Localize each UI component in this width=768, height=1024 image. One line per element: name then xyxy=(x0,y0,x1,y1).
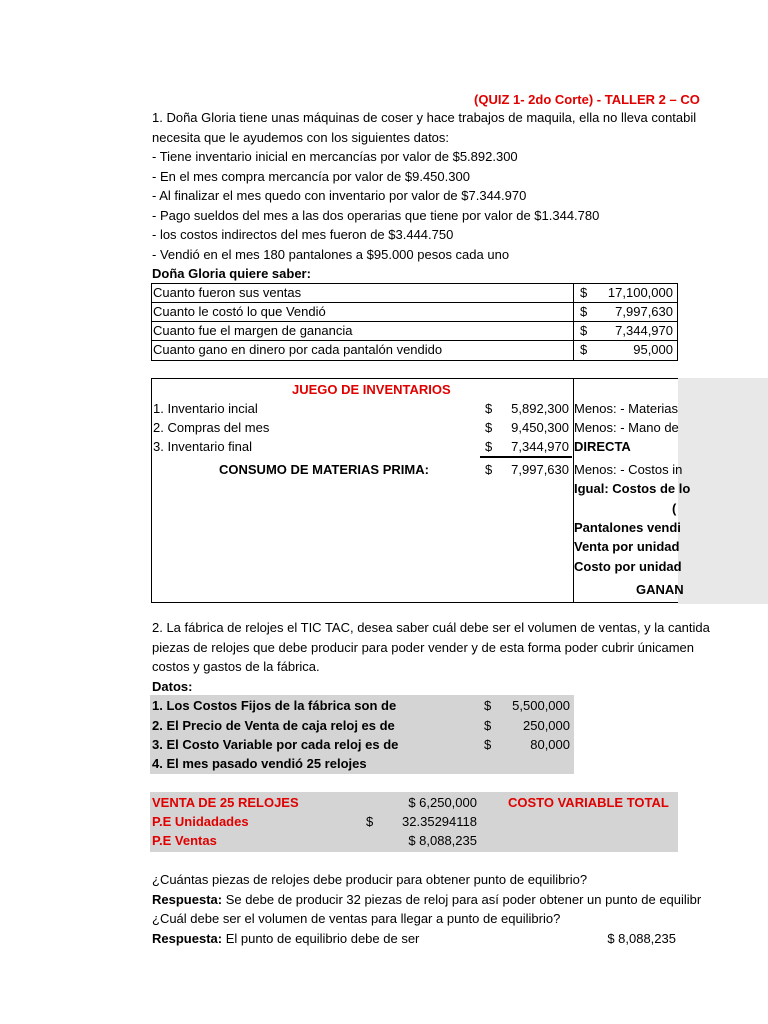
table-row-label: Cuanto fueron sus ventas xyxy=(153,285,302,300)
inventory-right-column xyxy=(574,380,691,602)
right-line: Igual: Costos de lo xyxy=(574,481,691,496)
currency-sign: $ xyxy=(484,698,492,713)
answer-prefix: Respuesta: xyxy=(152,891,223,907)
page-header: (QUIZ 1- 2do Corte) - TALLER 2 – CO xyxy=(474,92,700,107)
right-line: Venta por unidad xyxy=(574,539,680,554)
qa-question: ¿Cuántas piezas de relojes debe producir para obtener punto de equilibrio? xyxy=(152,872,588,887)
right-line: GANAN xyxy=(636,582,684,597)
currency-sign: $ xyxy=(484,718,492,733)
q1-line: 1. Doña Gloria tiene unas máquinas de coser y hace trabajos de maquila, ella no lleva contabil xyxy=(152,110,697,125)
sum-underline xyxy=(480,456,572,458)
qa-question: ¿Cuál debe ser el volumen de ventas para llegar a punto de equilibrio? xyxy=(152,911,561,926)
right-line: Pantalones vendi xyxy=(574,520,681,535)
currency-sign: $ xyxy=(485,420,493,435)
right-line: Costo por unidad xyxy=(574,559,682,574)
q1-line: - En el mes compra mercancía por valor de $9.450.300 xyxy=(152,168,470,184)
currency-sign: $ xyxy=(484,737,492,752)
inventory-total-label: CONSUMO DE MATERIAS PRIMA: xyxy=(219,462,429,477)
venta-label: VENTA DE 25 RELOJES xyxy=(152,795,299,810)
currency-sign: $ xyxy=(580,342,588,357)
q1-line: necesita que le ayudemos con los siguientes datos: xyxy=(152,129,450,145)
currency-sign: $ xyxy=(485,401,493,416)
q1-line: - Pago sueldos del mes a las dos operarias que tiene por valor de $1.344.780 xyxy=(152,207,600,223)
pe-units-label: P.E Unidadades xyxy=(152,814,249,829)
answer-text: Se debe de producir 32 piezas de reloj para así poder obtener un punto de equilibr xyxy=(222,891,702,907)
cvt-label: COSTO VARIABLE TOTAL xyxy=(508,795,669,810)
inventory-title: JUEGO DE INVENTARIOS xyxy=(292,382,451,397)
inventory-row-label: 2. Compras del mes xyxy=(153,420,270,435)
answer-prefix: Respuesta: xyxy=(152,930,223,946)
pe-units-value: 32.35294118 xyxy=(402,814,477,829)
venta-value: $ 6,250,000 xyxy=(408,795,477,810)
q1-subtitle: Doña Gloria quiere saber: xyxy=(152,266,311,281)
table-row-label: Cuanto fue el margen de ganancia xyxy=(153,323,353,338)
table-row-label: Cuanto gano en dinero por cada pantalón vendido xyxy=(153,342,443,357)
q1-line: - Vendió en el mes 180 pantalones a $95.000 pesos cada uno xyxy=(152,246,510,262)
pe-sales-value: $ 8,088,235 xyxy=(408,833,477,848)
q1-line: - los costos indirectos del mes fueron de $3.444.750 xyxy=(152,227,454,242)
table-row-value: 95,000 xyxy=(633,342,673,357)
qa-answer xyxy=(152,890,701,909)
header-clip xyxy=(0,90,700,110)
answer-text: El punto de equilibrio debe de ser xyxy=(222,930,420,946)
currency-sign: $ xyxy=(580,323,588,338)
right-line: Menos: - Mano de xyxy=(574,420,679,435)
table-divider xyxy=(573,283,574,361)
right-line: Menos: - Materias xyxy=(574,401,679,416)
table-row-value: 7,344,970 xyxy=(615,323,673,338)
right-line: ( xyxy=(672,501,677,516)
currency-sign: $ xyxy=(580,304,588,319)
datos-label: Datos: xyxy=(152,679,193,694)
datos-row-label: 3. El Costo Variable por cada reloj es de xyxy=(152,737,399,752)
right-line: DIRECTA xyxy=(574,439,631,454)
datos-row-value: 5,500,000 xyxy=(512,698,570,713)
inventory-row-label: 3. Inventario final xyxy=(153,439,253,454)
pe-sales-label: P.E Ventas xyxy=(152,833,217,848)
table-row-label: Cuanto le costó lo que Vendió xyxy=(153,304,326,319)
table-row-value: 17,100,000 xyxy=(607,285,673,300)
currency-sign: $ xyxy=(580,285,588,300)
q1-line: - Al finalizar el mes quedo con inventario por valor de $7.344.970 xyxy=(152,188,527,203)
currency-sign: $ xyxy=(366,814,374,829)
inventory-row-value: 5,892,300 xyxy=(511,401,569,416)
q2-text xyxy=(0,618,710,678)
currency-sign: $ xyxy=(485,439,493,454)
inventory-row-label: 1. Inventario incial xyxy=(153,401,258,416)
datos-row-label: 1. Los Costos Fijos de la fábrica son de xyxy=(152,698,397,713)
inventory-row-value: 9,450,300 xyxy=(511,420,569,435)
q1-line: - Tiene inventario inicial en mercancías por valor de $5.892.300 xyxy=(152,149,518,164)
currency-sign: $ xyxy=(485,462,493,477)
datos-row-label: 4. El mes pasado vendió 25 relojes xyxy=(152,756,367,771)
inventory-row-value: 7,344,970 xyxy=(511,439,569,454)
datos-row-label: 2. El Precio de Venta de caja reloj es de xyxy=(152,718,395,733)
qa-block xyxy=(0,870,702,950)
q1-text xyxy=(0,108,697,268)
qa-answer xyxy=(152,929,419,948)
q2-line: piezas de relojes que debe producir para poder vender y de esta forma poder cubrir únicamen xyxy=(152,639,694,655)
final-value: $ 8,088,235 xyxy=(607,930,676,946)
table-row-value: 7,997,630 xyxy=(615,304,673,319)
datos-row-value: 80,000 xyxy=(530,737,570,752)
right-line: Menos: - Costos in xyxy=(574,462,683,477)
q2-line: 2. La fábrica de relojes el TIC TAC, desea saber cuál debe ser el volumen de ventas, y la cantida xyxy=(152,620,710,635)
q2-line: costos y gastos de la fábrica. xyxy=(152,659,320,674)
side-panel xyxy=(678,378,768,604)
inventory-total-value: 7,997,630 xyxy=(511,462,569,477)
datos-row-value: 250,000 xyxy=(523,718,570,733)
